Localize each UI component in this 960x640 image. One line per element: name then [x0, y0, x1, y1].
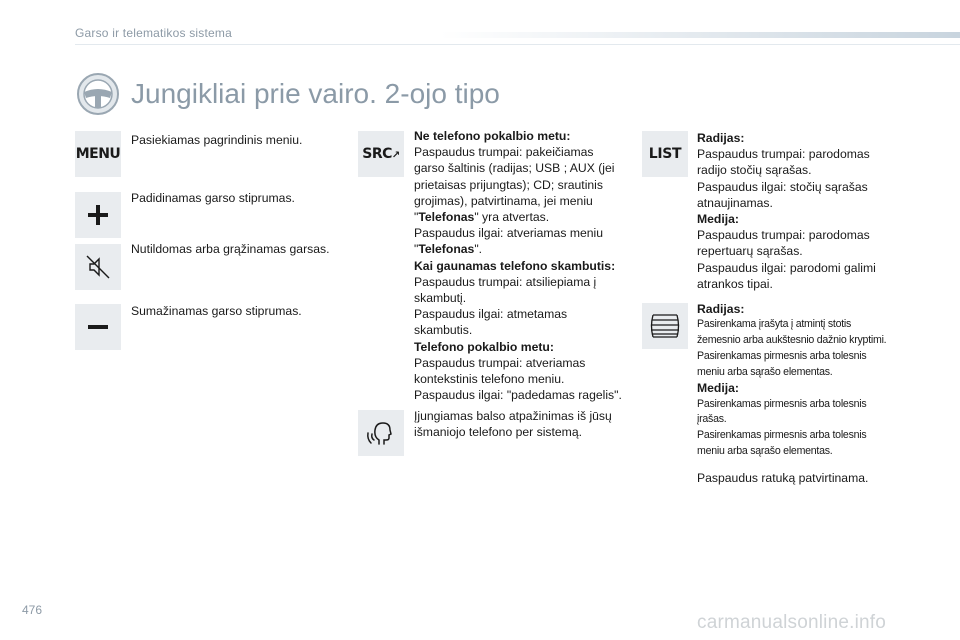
menu-description: Pasiekiamas pagrindinis meniu.: [131, 133, 303, 147]
wheel-line: Pasirenkamas pirmesnis arba tolesnis: [697, 397, 867, 410]
wheel-line: žemesnio arba aukštesnio dažnio kryptimi.: [697, 334, 887, 346]
voice-command-icon: [358, 410, 404, 456]
list-line: radijo stočių sąrašas.: [697, 163, 812, 178]
quote: ": [414, 242, 419, 257]
src-line: skambutį.: [414, 291, 467, 306]
plus-description: Padidinamas garso stiprumas.: [131, 191, 295, 205]
src-line: garso šaltinis (radijas; USB ; AUX (jei: [414, 161, 615, 176]
wheel-heading-media: Medija:: [697, 381, 739, 396]
src-key-label: SRC: [362, 146, 392, 162]
header-divider: [75, 44, 960, 45]
src-line: Paspaudus ilgai: atmetamas: [414, 307, 568, 322]
list-line: Paspaudus ilgai: parodomi galimi: [697, 260, 876, 275]
page-title: Jungikliai prie vairo. 2-ojo tipo: [131, 78, 500, 109]
list-line: repertuarų sąrašas.: [697, 244, 803, 259]
minus-icon: [75, 304, 121, 350]
src-line: [414, 209, 624, 225]
wheel-line: Pasirenkamas pirmesnis arba tolesnis: [697, 349, 867, 362]
wheel-line: Pasirenkama įrašyta į atmintį stotis: [697, 318, 852, 331]
src-line: skambutis.: [414, 323, 473, 338]
plus-icon: [75, 192, 121, 238]
list-line: atrankos tipai.: [697, 276, 773, 291]
src-arrow-icon: ↗: [391, 150, 400, 161]
src-line: [414, 241, 624, 257]
list-key-icon: [642, 131, 688, 177]
src-line-rest: " yra atvertas.: [474, 210, 550, 225]
wheel-line: meniu arba sąrašo elementas.: [697, 365, 833, 378]
src-heading-incoming-call: Kai gaunamas telefono skambutis:: [414, 258, 616, 273]
section-header: Garso ir telematikos sistema: [75, 26, 232, 40]
src-line: prietaisas prijungtas); CD; srautinis: [414, 177, 603, 192]
src-line: Paspaudus trumpai: atsiliepiama į: [414, 274, 597, 289]
wheel-line: Pasirenkamas pirmesnis arba tolesnis: [697, 429, 867, 442]
wheel-line: meniu arba sąrašo elementas.: [697, 444, 833, 457]
header-decoration: [440, 32, 960, 38]
wheel-confirm-text: Paspaudus ratuką patvirtinama.: [697, 471, 869, 485]
mute-description: Nutildomas arba grąžinamas garsas.: [131, 242, 330, 256]
list-line: Paspaudus trumpai: parodomas: [697, 228, 870, 243]
list-line: atnaujinamas.: [697, 195, 773, 210]
wheel-heading-radio: Radijas:: [697, 302, 745, 316]
src-line: Paspaudus trumpai: pakeičiamas: [414, 145, 594, 160]
quote: ": [414, 210, 419, 225]
steering-wheel-icon: [76, 72, 120, 116]
list-line: Paspaudus trumpai: parodomas: [697, 147, 870, 162]
list-key-label: LIST: [648, 146, 682, 162]
src-line-rest: ".: [474, 242, 483, 257]
list-heading-media: Medija:: [697, 212, 739, 227]
list-description: [697, 130, 917, 292]
src-heading-no-call: Ne telefono pokalbio metu:: [414, 129, 571, 143]
src-key-icon: [358, 131, 404, 177]
src-description: [414, 128, 624, 403]
menu-key-icon: [75, 131, 121, 177]
watermark: carmanualsonline.info: [697, 612, 887, 633]
wheel-line: įrašas.: [697, 413, 727, 426]
voice-description: [414, 408, 624, 440]
menu-key-label: MENU: [75, 146, 121, 162]
list-line: Paspaudus ilgai: stočių sąrašas: [697, 179, 868, 194]
src-line: grojimas), patvirtinama, jei meniu: [414, 193, 593, 208]
telefonas-term: Telefonas: [418, 242, 475, 257]
src-line: Paspaudus ilgai: atveriamas meniu: [414, 226, 604, 241]
src-heading-during-call: Telefono pokalbio metu:: [414, 339, 554, 354]
src-line: Paspaudus trumpai: atveriamas: [414, 355, 586, 370]
src-line: kontekstinis telefono meniu.: [414, 372, 565, 387]
telefonas-term: Telefonas: [418, 210, 475, 225]
wheel-description: [697, 301, 927, 460]
voice-line: Įjungiamas balso atpažinimas iš jūsų: [414, 409, 612, 423]
src-line: Paspaudus ilgai: "padedamas ragelis".: [414, 388, 622, 403]
page-number: 476: [22, 603, 43, 617]
list-heading-radio: Radijas:: [697, 131, 745, 145]
minus-description: Sumažinamas garso stiprumas.: [131, 304, 302, 318]
thumbwheel-icon: [642, 303, 688, 349]
mute-icon: [75, 244, 121, 290]
voice-line: išmaniojo telefono per sistemą.: [414, 425, 583, 440]
